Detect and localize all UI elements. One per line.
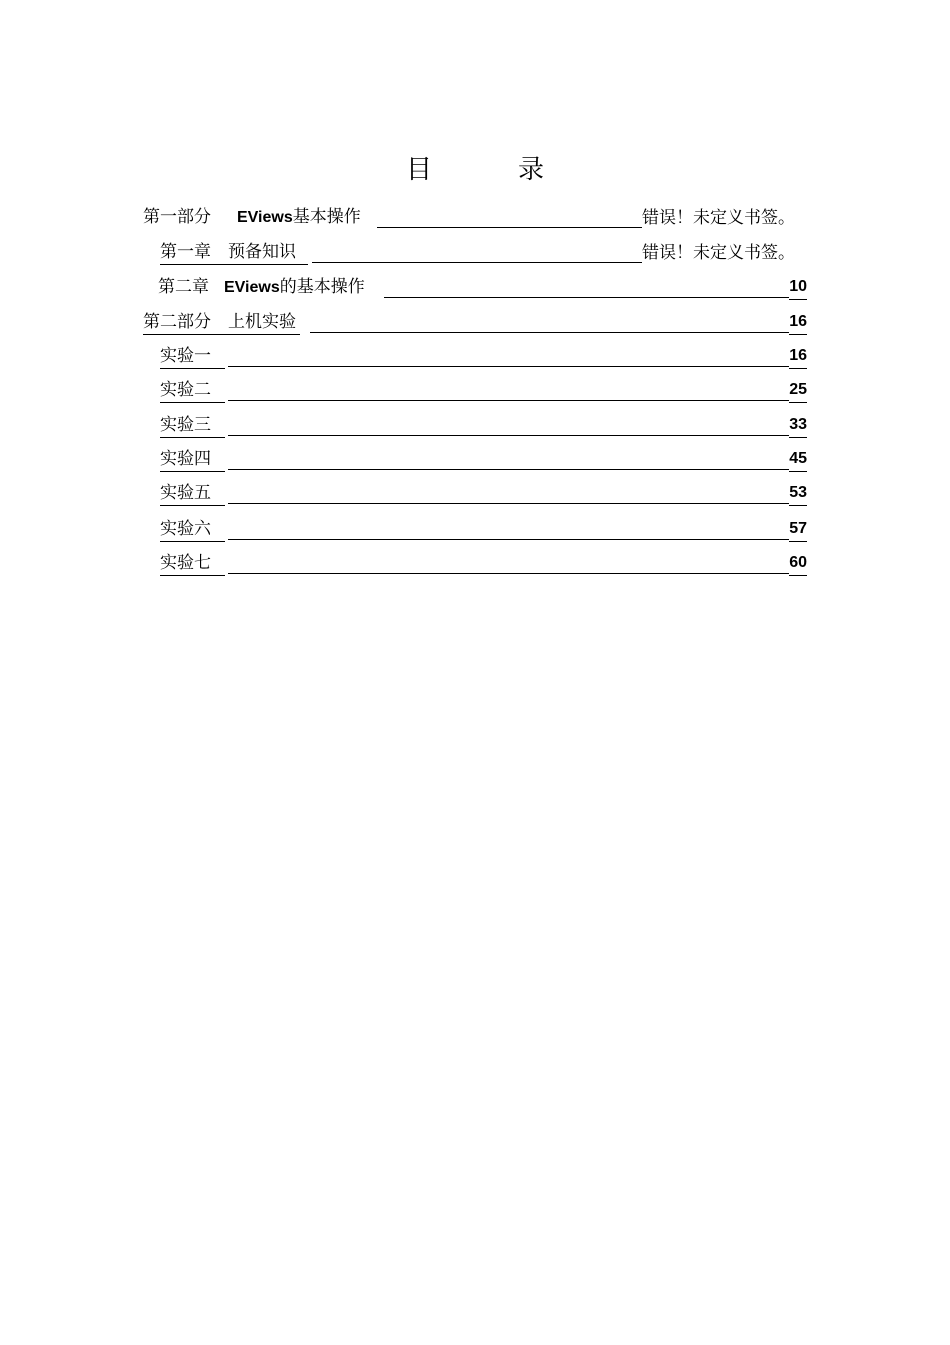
toc-page-number: 60 bbox=[789, 552, 807, 576]
toc-entry-label: 实验六 bbox=[160, 518, 225, 542]
toc-page-number: 16 bbox=[789, 345, 807, 369]
toc-page-number: 25 bbox=[789, 379, 807, 403]
toc-entry-chapter-1[interactable] bbox=[160, 241, 795, 265]
toc-entry-experiment-5[interactable] bbox=[160, 482, 807, 506]
toc-leader bbox=[228, 469, 789, 470]
toc-leader bbox=[228, 503, 789, 504]
toc-page-number: 16 bbox=[789, 311, 807, 335]
toc-entry-experiment-3[interactable] bbox=[160, 414, 807, 438]
toc-entry-experiment-6[interactable] bbox=[160, 518, 807, 542]
toc-leader bbox=[228, 400, 789, 401]
toc-entry-label: 第一部分 EViews基本操作 bbox=[143, 207, 361, 227]
toc-page-number: 错误！未定义书签。 bbox=[642, 208, 795, 228]
toc-entry-label: 实验七 bbox=[160, 552, 225, 576]
toc-entry-experiment-7[interactable] bbox=[160, 552, 807, 576]
toc-entry-part-1[interactable] bbox=[143, 206, 795, 230]
toc-page-number: 10 bbox=[789, 276, 807, 300]
toc-entry-label: 实验一 bbox=[160, 345, 225, 369]
toc-entry-label: 第二章 EViews的基本操作 bbox=[158, 277, 365, 297]
toc-entry-chapter-2[interactable] bbox=[158, 276, 807, 300]
toc-leader bbox=[228, 366, 789, 367]
toc-entry-label: 第一章 预备知识 bbox=[160, 241, 308, 265]
toc-leader bbox=[228, 435, 789, 436]
toc-page-number: 57 bbox=[789, 518, 807, 542]
toc-leader bbox=[310, 332, 789, 333]
toc-leader bbox=[377, 227, 642, 228]
toc-entry-label: 第二部分 上机实验 bbox=[143, 311, 300, 335]
toc-entry-label: 实验三 bbox=[160, 414, 225, 438]
toc-entry-experiment-4[interactable] bbox=[160, 448, 807, 472]
toc-entry-label: 实验四 bbox=[160, 448, 225, 472]
toc-leader bbox=[228, 573, 789, 574]
toc-leader bbox=[228, 539, 789, 540]
toc-leader bbox=[312, 262, 642, 263]
toc-entry-experiment-1[interactable] bbox=[160, 345, 807, 369]
toc-page-number: 33 bbox=[789, 414, 807, 438]
toc-page-number: 45 bbox=[789, 448, 807, 472]
toc-entry-label: 实验二 bbox=[160, 379, 225, 403]
toc-entry-label: 实验五 bbox=[160, 482, 225, 506]
toc-page-number: 错误！未定义书签。 bbox=[642, 243, 795, 263]
toc-entry-experiment-2[interactable] bbox=[160, 379, 807, 403]
toc-page-number: 53 bbox=[789, 482, 807, 506]
toc-title: 目 录 bbox=[405, 155, 574, 185]
toc-leader bbox=[384, 297, 789, 298]
toc-entry-part-2[interactable] bbox=[143, 311, 807, 335]
